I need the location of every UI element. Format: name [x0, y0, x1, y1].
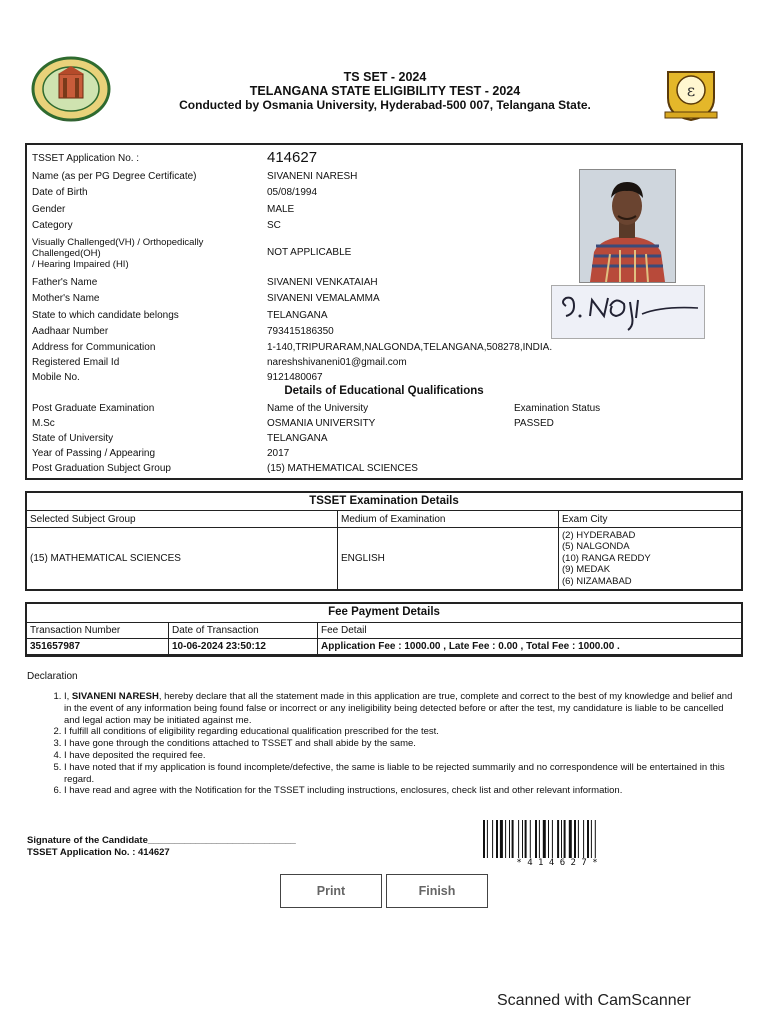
field-label-dob: Date of Birth	[32, 187, 88, 198]
fee-header-transaction: Transaction Number	[27, 623, 169, 639]
declaration-title: Declaration	[27, 671, 78, 682]
print-button[interactable]: Print	[280, 874, 382, 908]
declaration-candidate-name: SIVANENI NARESH	[71, 691, 159, 702]
mobile-number: 9121480067	[267, 372, 323, 383]
field-label-mobile: Mobile No.	[32, 372, 80, 383]
candidate-signature	[551, 285, 705, 339]
fee-section-title: Fee Payment Details	[328, 606, 440, 618]
camscanner-watermark: Scanned with CamScanner	[497, 992, 691, 1009]
declaration-item: 4. I have deposited the required fee.	[64, 750, 740, 762]
exam-cities	[559, 528, 742, 590]
footer-application-number: TSSET Application No. : 414627	[27, 847, 170, 858]
barcode-text: * 4 1 4 6 2 7 *	[516, 858, 598, 868]
declaration-item-prefix: I,	[64, 691, 72, 702]
exam-city-item: (6) NIZAMABAD	[562, 575, 632, 587]
edu-label-pg-exam: Post Graduate Examination	[32, 403, 155, 414]
date-of-birth: 05/08/1994	[267, 187, 318, 198]
candidate-name: SIVANENI NARESH	[267, 171, 358, 182]
aadhaar-number: 793415186350	[267, 326, 334, 337]
exam-city-item: (9) MEDAK	[562, 564, 611, 576]
field-label-mother: Mother's Name	[32, 293, 100, 304]
edu-status: PASSED	[514, 418, 554, 429]
fee-header-detail: Fee Detail	[318, 623, 742, 639]
field-label-disability-3: / Hearing Impaired (HI)	[32, 259, 129, 270]
education-section-title: Details of Educational Qualifications	[284, 385, 484, 397]
exam-header-subject: Selected Subject Group	[27, 511, 338, 528]
declaration-item: 5. I have noted that if my application is found incomplete/defective, the same is liable to be rejected summarily and no correspondence will be entertained in this regard.	[64, 762, 740, 786]
svg-text:ε: ε	[686, 81, 696, 100]
edu-label-subject: Post Graduation Subject Group	[32, 463, 171, 474]
header-title: TS SET - 2024	[343, 70, 427, 84]
fee-detail: Application Fee : 1000.00 , Late Fee : 0.00 , Total Fee : 1000.00 .	[318, 639, 742, 655]
edu-university: OSMANIA UNIVERSITY	[267, 418, 376, 429]
field-label-gender: Gender	[32, 204, 66, 215]
edu-subject: (15) MATHEMATICAL SCIENCES	[267, 463, 418, 474]
finish-button[interactable]: Finish	[386, 874, 488, 908]
exam-city-item: (5) NALGONDA	[562, 541, 630, 553]
declaration-item: 3. I have gone through the conditions attached to TSSET and shall abide by the same.	[64, 738, 740, 750]
field-label-name: Name (as per PG Degree Certificate)	[32, 171, 197, 182]
exam-city-item: (2) HYDERABAD	[562, 529, 636, 541]
header-subtitle: TELANGANA STATE ELIGIBILITY TEST - 2024	[249, 84, 521, 98]
exam-section-title: TSSET Examination Details	[309, 495, 459, 507]
field-label-disability-2: Challenged(OH)	[32, 248, 101, 259]
application-number: 414627	[267, 149, 318, 166]
exam-header-city: Exam City	[559, 511, 742, 528]
edu-label-year: Year of Passing / Appearing	[32, 448, 156, 459]
category: SC	[267, 220, 281, 231]
exam-subject: (15) MATHEMATICAL SCIENCES	[27, 528, 338, 590]
edu-year: 2017	[267, 448, 290, 459]
mother-name: SIVANENI VEMALAMMA	[267, 293, 380, 304]
field-label-aadhaar: Aadhaar Number	[32, 326, 109, 337]
telangana-emblem	[30, 56, 112, 126]
transaction-number: 351657987	[27, 639, 169, 655]
email: nareshshivaneni01@gmail.com	[267, 357, 407, 368]
field-label-state: State to which candidate belongs	[32, 310, 179, 321]
father-name: SIVANENI VENKATAIAH	[267, 277, 378, 288]
header-conducted-by: Conducted by Osmania University, Hyderabad-500 007, Telangana State.	[179, 98, 591, 112]
edu-state: TELANGANA	[267, 433, 328, 444]
state: TELANGANA	[267, 310, 328, 321]
candidate-photo	[579, 169, 676, 283]
address: 1-140,TRIPURARAM,NALGONDA,TELANGANA,508278,INDIA.	[267, 342, 553, 353]
fee-header-date: Date of Transaction	[169, 623, 318, 639]
gender: MALE	[267, 204, 295, 215]
signature-label: Signature of the Candidate____________________________	[27, 835, 296, 846]
edu-header-university: Name of the University	[267, 403, 369, 414]
declaration-item	[64, 691, 740, 726]
transaction-date: 10-06-2024 23:50:12	[169, 639, 318, 655]
declaration-item: 2. I fulfill all conditions of eligibility regarding educational qualification prescribed for the test.	[64, 726, 740, 738]
field-label-category: Category	[32, 220, 73, 231]
field-label-email: Registered Email Id	[32, 357, 120, 368]
edu-header-status: Examination Status	[514, 403, 601, 414]
svg-text:~~~~: ~~~~	[60, 117, 82, 124]
edu-degree: M.Sc	[32, 418, 55, 429]
fee-details-table	[26, 622, 742, 655]
field-label-disability-1: Visually Challenged(VH) / Orthopedically	[32, 237, 204, 248]
barcode	[482, 820, 632, 860]
exam-details-table	[26, 510, 742, 590]
field-label-app-no: TSSET Application No. :	[32, 153, 140, 164]
field-label-address: Address for Communication	[32, 342, 156, 353]
exam-header-medium: Medium of Examination	[338, 511, 559, 528]
disability-status: NOT APPLICABLE	[267, 247, 352, 258]
applicant-details-box	[25, 143, 743, 480]
osmania-university-logo	[662, 64, 720, 122]
declaration-item: 6. I have read and agree with the Notification for the TSSET including instructions, enclosures, check list and other relevant information.	[64, 785, 740, 797]
declaration-list	[50, 691, 740, 797]
declaration-item-text: , hereby declare that all the statement made in this application are true, complete and correct to the best of my knowledge and belief and in the event of any information being found false or incorrect or any ineligibility being detected before or after the test, my candidature is liable to be cancelled and legal action may be initiated against me.	[64, 691, 733, 726]
exam-city-item: (10) RANGA REDDY	[562, 552, 651, 564]
edu-label-state: State of University	[32, 433, 114, 444]
field-label-father: Father's Name	[32, 277, 98, 288]
exam-medium: ENGLISH	[338, 528, 559, 590]
